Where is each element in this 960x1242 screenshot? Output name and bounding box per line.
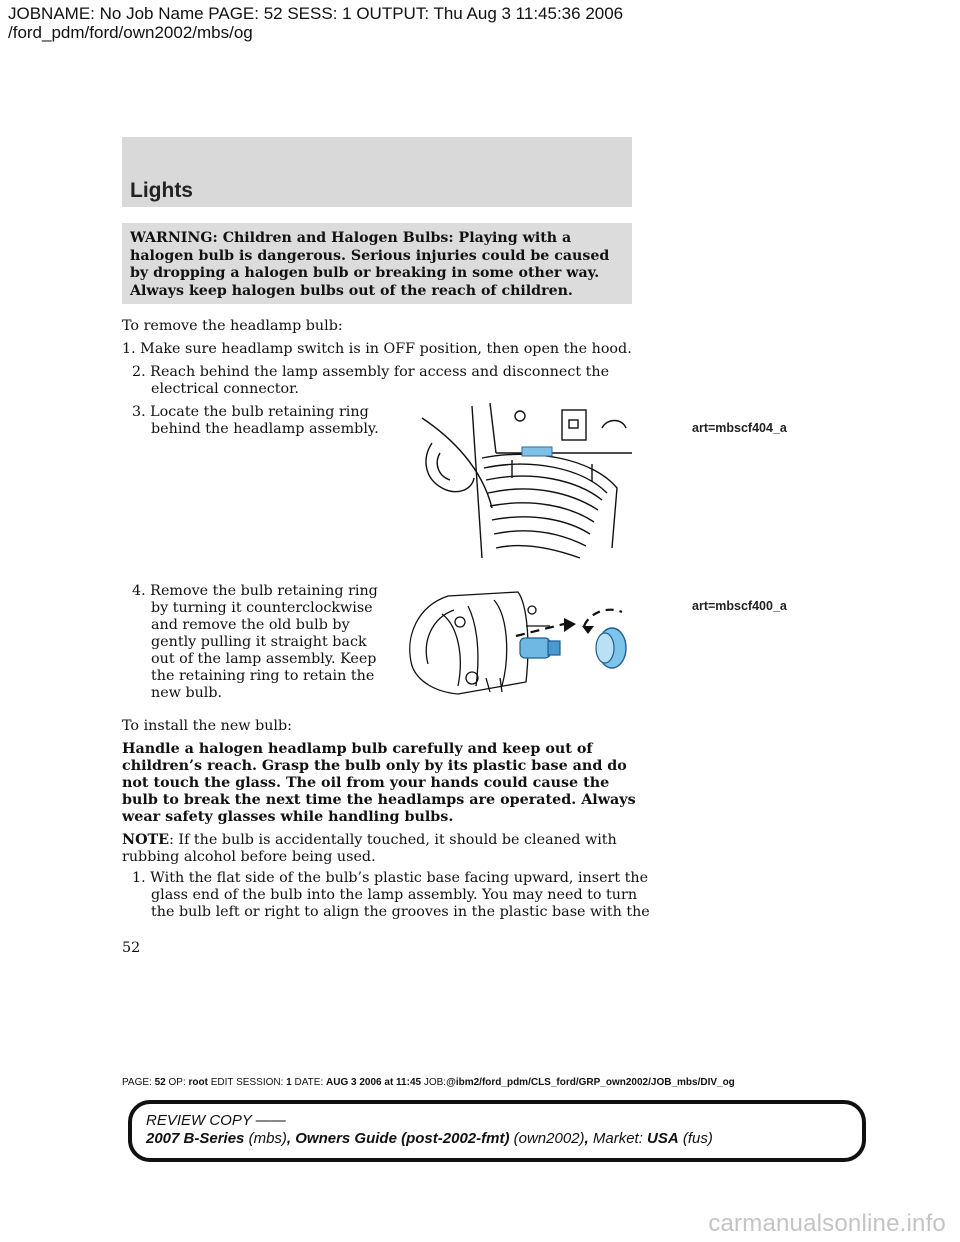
footer-page-label: PAGE:: [122, 1077, 152, 1088]
remove-intro: To remove the headlamp bulb:: [122, 318, 343, 334]
footer-job: @ibm2/ford_pdm/CLS_ford/GRP_own2002/JOB_mbs/DIV_og: [446, 1077, 735, 1088]
footer-date: AUG 3 2006 at 11:45: [326, 1077, 422, 1088]
remove-step-3: [132, 404, 402, 438]
note-label: NOTE: [122, 832, 170, 848]
remove-step-2-line-1: 2. Reach behind the lamp assembly for access and disconnect the: [132, 364, 610, 380]
job-header: [8, 4, 623, 42]
review-copy-line-1: REVIEW COPY ——: [146, 1112, 286, 1129]
review-copy-line-2: [146, 1130, 862, 1148]
page-number: 52: [122, 940, 141, 956]
job-header-line-1: JOBNAME: No Job Name PAGE: 52 SESS: 1 OUTPUT: Thu Aug 3 11:45:36 2006: [8, 4, 624, 23]
footer-meta: [122, 1077, 735, 1088]
warning-text: WARNING: Children and Halogen Bulbs: Playing with a halogen bulb is dangerous. Serious injuries could be caused by dropping a halogen bulb or breaking in some other way. Always keep halogen bulbs out of the reach of children.: [130, 230, 610, 299]
footer-op: root: [188, 1077, 208, 1088]
footer-job-label: JOB:: [423, 1077, 447, 1088]
review-guide: Owners Guide (post-2002-fmt): [295, 1130, 510, 1147]
review-sep-2: ,: [584, 1130, 593, 1147]
review-market-code: (fus): [682, 1130, 713, 1147]
install-step-1: [122, 870, 650, 921]
section-header-bar: [122, 137, 632, 207]
footer-date-label: DATE:: [294, 1077, 324, 1088]
footer-page: 52: [154, 1077, 166, 1088]
remove-step-2-line-2: electrical connector.: [151, 381, 299, 397]
footer-session: 1: [286, 1077, 292, 1088]
remove-step-3-line-2: behind the headlamp assembly.: [151, 421, 379, 437]
review-model: 2007 B-Series: [146, 1130, 245, 1147]
footer-op-label: OP:: [168, 1077, 186, 1088]
install-instructions: [122, 718, 650, 921]
review-sep-1: ,: [286, 1130, 296, 1147]
remove-step-2: [122, 364, 642, 398]
art-label-1: art=mbscf404_a: [692, 421, 787, 435]
install-intro: To install the new bulb:: [122, 718, 292, 734]
review-market-label: Market:: [592, 1130, 648, 1147]
note-text: : If the bulb is accidentally touched, it should be cleaned with rubbing alcohol before being used.: [122, 832, 617, 865]
review-model-code: (mbs): [248, 1130, 287, 1147]
remove-step-4-line-4: gently pulling it straight back: [151, 634, 367, 650]
footer-session-label: EDIT SESSION:: [210, 1077, 284, 1088]
bulb-removal-illustration: [398, 586, 638, 702]
remove-step-3-line-1: 3. Locate the bulb retaining ring: [132, 404, 369, 420]
remove-step-4-line-5: out of the lamp assembly. Keep: [151, 651, 377, 667]
art-label-2: art=mbscf400_a: [692, 599, 787, 613]
review-copy-box: [128, 1100, 866, 1162]
install-step-1-line-3: the bulb left or right to align the grooves in the plastic base with the: [151, 904, 650, 920]
headlamp-rear-illustration: [412, 398, 638, 566]
install-note: [122, 832, 642, 866]
remove-instructions: [122, 318, 642, 398]
remove-step-4-line-6: the retaining ring to retain the: [151, 668, 375, 684]
warning-box: [122, 223, 632, 304]
remove-step-4-line-1: 4. Remove the bulb retaining ring: [132, 583, 378, 599]
watermark: carmanualsonline.info: [708, 1210, 946, 1237]
review-market: USA: [647, 1130, 679, 1147]
job-header-line-2: /ford_pdm/ford/own2002/mbs/og: [8, 23, 253, 42]
remove-step-1: 1. Make sure headlamp switch is in OFF position, then open the hood.: [122, 341, 632, 357]
section-title: Lights: [130, 179, 193, 202]
install-step-1-line-2: glass end of the bulb into the lamp assembly. You may need to turn: [151, 887, 638, 903]
review-guide-code: (own2002): [513, 1130, 585, 1147]
install-step-1-line-1: 1. With the flat side of the bulb’s plastic base facing upward, insert the: [132, 870, 649, 886]
remove-step-4: [132, 583, 402, 702]
install-caution: Handle a halogen headlamp bulb carefully and keep out of children’s reach. Grasp the bulb only by its plastic base and do not touch the glass. The oil from your hands could cause the bulb to break the next time the headlamps are operated. Always wear safety glasses while handling bulbs.: [122, 741, 636, 825]
remove-step-4-line-3: and remove the old bulb by: [151, 617, 350, 633]
remove-step-4-line-7: new bulb.: [151, 685, 223, 701]
remove-step-4-line-2: by turning it counterclockwise: [151, 600, 373, 616]
